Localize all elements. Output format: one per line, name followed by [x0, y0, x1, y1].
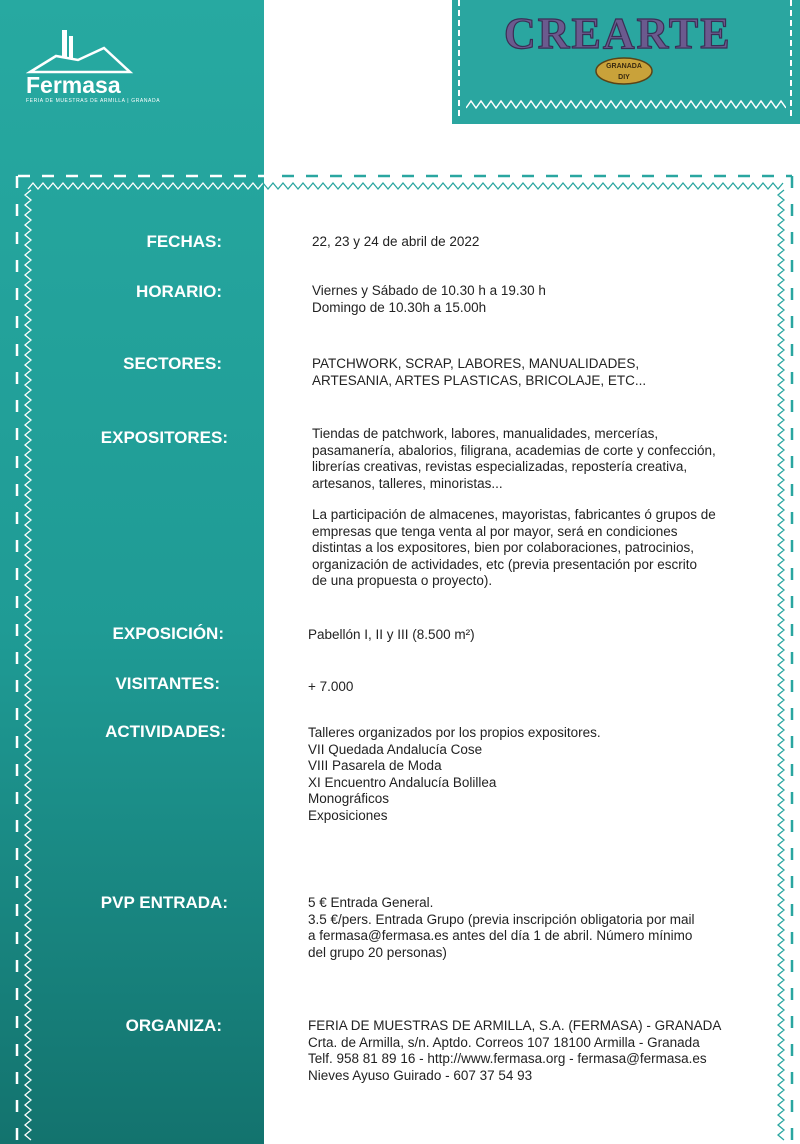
right-zigzag [778, 190, 784, 1140]
value-actividades [308, 725, 770, 824]
value-line: del grupo 20 personas) [308, 944, 447, 960]
value-line: La participación de almacenes, mayoristas, fabricantes ó grupos de [312, 507, 716, 522]
label-visitantes: VISITANTES: [115, 674, 220, 693]
value-line: PATCHWORK, SCRAP, LABORES, MANUALIDADES, [312, 356, 640, 371]
value-organiza [308, 1018, 770, 1084]
value-sectores [312, 356, 774, 389]
label-pvp-entrada: PVP ENTRADA: [100, 893, 228, 912]
badge-top-text: GRANADA [606, 63, 642, 70]
logo-name: Fermasa [26, 72, 121, 98]
value-expositores [312, 426, 774, 590]
crearte-logo-text: CREARTE [504, 9, 732, 58]
label-fechas: FECHAS: [146, 232, 222, 251]
label-sectores: SECTORES: [123, 354, 222, 373]
value-exposicion [308, 627, 770, 644]
label-horario: HORARIO: [136, 282, 222, 301]
value-line: + 7.000 [308, 679, 354, 694]
label-organiza: ORGANIZA: [125, 1016, 222, 1035]
value-line: Monográficos [308, 791, 390, 806]
value-line: 3.5 €/pers. Entrada Grupo (previa inscripción obligatoria por mail [308, 911, 695, 927]
badge-bottom-text: DIY [618, 74, 630, 81]
label-expositores: EXPOSITORES: [100, 428, 228, 447]
value-line: Pabellón I, II y III (8.500 m²) [308, 627, 475, 642]
label-exposicion: EXPOSICIÓN: [112, 624, 224, 643]
value-horario [312, 283, 774, 316]
value-line: Domingo de 10.30h a 15.00h [312, 299, 487, 315]
value-line: de una propuesta o proyecto). [312, 573, 493, 588]
value-visitantes [308, 679, 770, 696]
value-line: XI Encuentro Andalucía Bolillea [308, 774, 497, 790]
value-line: ARTESANIA, ARTES PLASTICAS, BRICOLAJE, ETC... [312, 372, 647, 388]
value-line: pasamanería, abalorios, filigrana, academias de corte y confección, [312, 442, 716, 458]
value-line: Tiendas de patchwork, labores, manualidades, mercerías, [312, 426, 659, 441]
value-line: Telf. 958 81 89 16 - http://www.fermasa.org - fermasa@fermasa.es [308, 1051, 707, 1066]
value-line: artesanos, talleres, minoristas... [312, 475, 503, 491]
value-line: a fermasa@fermasa.es antes del día 1 de abril. Número mínimo [308, 928, 693, 943]
value-line: distintas a los expositores, bien por colaboraciones, patrocinios, [312, 540, 694, 555]
label-actividades: ACTIVIDADES: [105, 722, 226, 741]
value-line: organización de actividades, etc (previa presentación por escrito [312, 556, 697, 572]
value-line: VIII Pasarela de Moda [308, 758, 442, 773]
value-line: empresas que tenga venta al por mayor, será en condiciones [312, 523, 678, 539]
top-zigzag-right [263, 183, 783, 189]
value-line: librerías creativas, revistas especializadas, repostería creativa, [312, 459, 688, 474]
value-line: Talleres organizados por los propios expositores. [308, 725, 601, 740]
value-pvp-entrada [308, 895, 770, 961]
value-line: 22, 23 y 24 de abril de 2022 [312, 234, 480, 249]
value-line: FERIA DE MUESTRAS DE ARMILLA, S.A. (FERMASA) - GRANADA [308, 1018, 722, 1033]
top-zigzag-left [28, 183, 263, 189]
logo-subtitle: FERIA DE MUESTRAS DE ARMILLA | GRANADA [26, 98, 161, 104]
value-line: VII Quedada Andalucía Cose [308, 741, 483, 757]
value-line: Crta. de Armilla, s/n. Aptdo. Correos 107 18100 Armilla - Granada [308, 1034, 700, 1050]
value-line: Exposiciones [308, 807, 388, 823]
value-line: 5 € Entrada General. [308, 895, 434, 910]
left-zigzag [25, 190, 31, 1140]
value-line: Nieves Ayuso Guirado - 607 37 54 93 [308, 1067, 533, 1083]
value-fechas [312, 234, 774, 251]
value-line: Viernes y Sábado de 10.30 h a 19.30 h [312, 283, 546, 298]
